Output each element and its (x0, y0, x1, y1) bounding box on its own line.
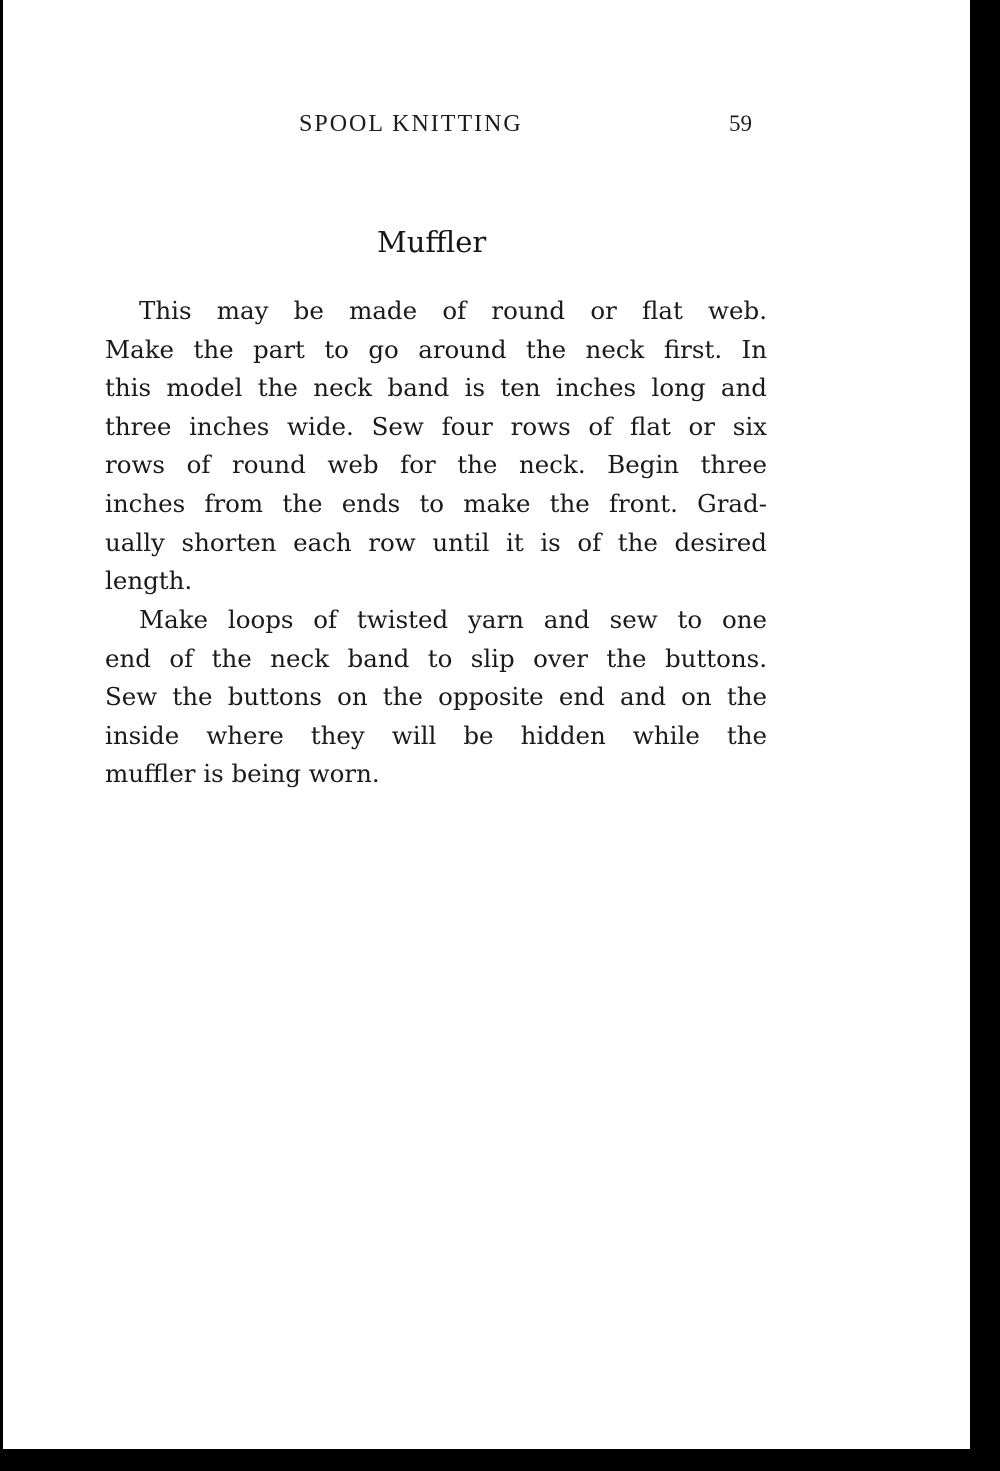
text-line: Sew the buttons on the opposite end and on the (105, 682, 767, 712)
text-line: inside where they will be hidden while the (105, 720, 767, 750)
text-line: inches from the ends to make the front. Grad- (105, 488, 767, 518)
book-page (3, 0, 970, 1449)
text-line: Make loops of twisted yarn and sew to one (139, 605, 767, 634)
text-line: rows of round web for the neck. Begin three (105, 450, 767, 480)
paragraph-1 (105, 292, 767, 601)
text-line: end of the neck band to slip over the buttons. (105, 643, 767, 673)
text-line: three inches wide. Sew four rows of flat or six (105, 411, 767, 441)
text-line: muffler is being worn. (105, 759, 380, 789)
text-line: ually shorten each row until it is of the desired (105, 527, 767, 557)
text-line: length. (105, 566, 193, 596)
page-number: 59 (729, 111, 752, 136)
paragraph-2 (105, 601, 767, 794)
running-header: SPOOL KNITTING (299, 111, 523, 137)
text-line: This may be made of round or flat web. (139, 296, 767, 325)
section-title: Muffler (377, 225, 487, 259)
text-line: Make the part to go around the neck first. In (105, 334, 767, 364)
text-line: this model the neck band is ten inches long and (105, 373, 767, 403)
